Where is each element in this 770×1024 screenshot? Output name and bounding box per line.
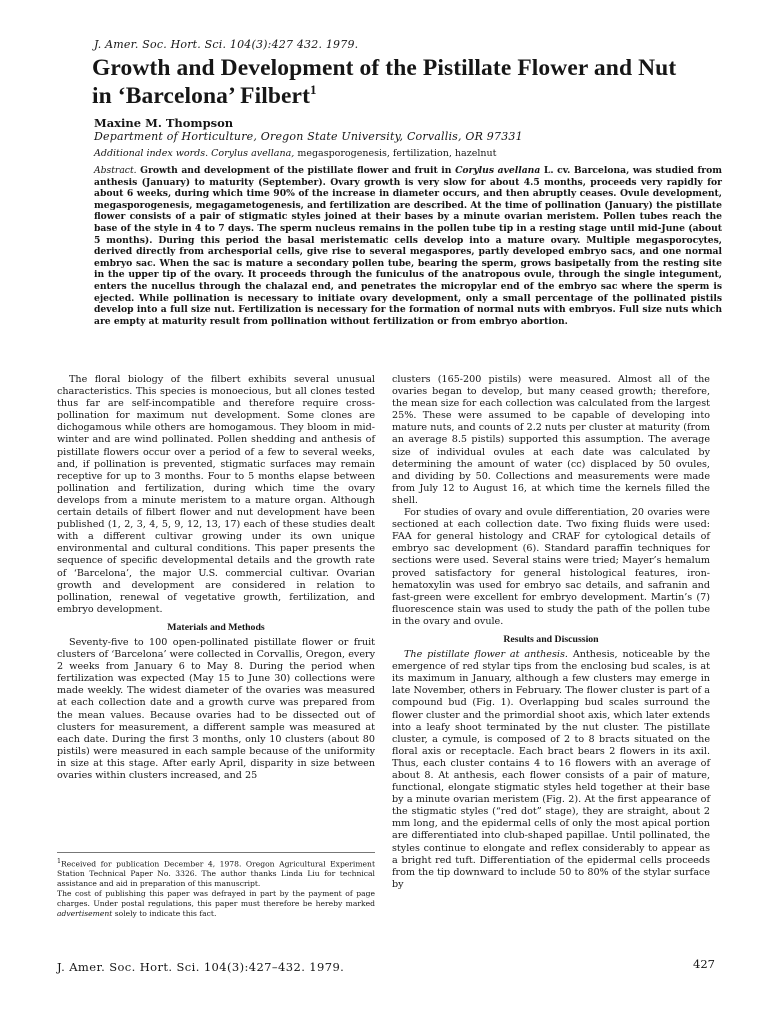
footnote-1 (57, 857, 375, 888)
abstract-text-start: Growth and development of the pistillate flower and fruit in (140, 165, 452, 176)
title-line-1: Growth and Development of the Pistillate Flower and Nut (92, 55, 677, 81)
methods-heading: Materials and Methods (167, 621, 265, 633)
footnote-2-italic: advertisement (57, 908, 113, 918)
footnotes (57, 852, 375, 919)
keywords-list: megasporogenesis, fertilization, hazelnut (297, 148, 497, 159)
footer-journal-citation: J. Amer. Soc. Hort. Sci. 104(3):427–432. 1979. (57, 960, 345, 974)
methods-paragraph-3: For studies of ovary and ovule differentiation, 20 ovaries were sectioned at each collection date. Two fixing fluids were used: FAA for general histology and CRAF for cytological details of embryo sac development (6). Standard paraffin techniques for sections were used. Several stains were tried; Mayer’s hemalum proved satisfactory for general histological features, iron-hematoxylin was used for embryo sac details, and safranin and fast-green were excellent for embryo development. Martin’s (7) fluorescence stain was used to study the path of the pollen tube in the ovary and ovule. (392, 507, 710, 627)
results-paragraph-1-text: Anthesis, noticeable by the emergence of red stylar tips from the enclosing bud scales, is at its maximum in January, although a few clusters may emerge in late November, others in February. The flower cluster is part of a compound bud (Fig. 1). Overlapping bud scales surround the flower cluster and the primordial shoot axis, which later extends into a leafy shoot terminated by the nut cluster. The pistillate cluster, a cymule, is composed of 2 to 8 bracts situated on the floral axis or receptacle. Each bract bears 2 flowers in its axil. Thus, each cluster contains 4 to 16 flowers with an average of about 8. At anthesis, each flower consists of a pair of mature, functional, elongate stigmatic styles held together at their base by a minute ovarian meristem (Fig. 2). At the first appearance of the stigmatic styles (“red dot” stage), they are straight, about 2 mm long, and the epidermal cells of only the most apical portion are differentiated into club-shaped papillae. Until pollinated, the styles continue to elongate and reflex considerably to appear as a bright red tuft. Differentiation of the epidermal cells proceeds from the tip downward to include 50 to 80% of the stylar surface by (392, 649, 711, 890)
footnote-1-mark: 1 (57, 858, 62, 865)
title-line-2: in ‘Barcelona’ Filbert (92, 83, 311, 109)
left-column (57, 374, 375, 782)
keywords-line (94, 148, 496, 159)
footnote-1-text: Received for publication December 4, 1978. Oregon Agricultural Experiment Station Technical Paper No. 3326. The author thanks Linda Liu for technical assistance and aid in preparation of this manuscript. (57, 859, 375, 888)
journal-citation: J. Amer. Soc. Hort. Sci. 104(3):427 432. 1979. (94, 38, 359, 51)
methods-paragraph-1: Seventy-five to 100 open-pollinated pistillate flower or fruit clusters of ‘Barcelona’ were collected in Corvallis, Oregon, every 2 weeks from January 6 to May 8. During the period when fertilization was expected (May 15 to June 30) collections were made weekly. The widest diameter of the ovaries was measured at each collection date and a growth curve was prepared from the mean values. Because ovaries had to be dissected out of clusters for measurement, a different sample was measured at each date. During the first 3 months, only 10 clusters (about 80 pistils) were measured in each sample because of the uniformity in size at this stage. After early April, disparity in size between ovaries within clusters increased, and 25 (57, 636, 375, 781)
abstract-text-rest: L. cv. Barcelona, was studied from anthesis (January) to maturity (September). Ovary growth is very slow for about 4.5 months, proceeds very rapidly for about 6 weeks, during which time 90% of the increase in diameter occurs, and then abruptly ceases. Ovule development, megasporogenesis, megagametogenesis, and fertilization are described. At the time of pollination (January) the pistillate flower consists of a pair of stigmatic styles joined at their bases by a minute ovarian meristem. Pollen tubes reach the base of the style in 4 to 7 days. The sperm nucleus remains in the pollen tube tip in a resting stage until mid-June (about 5 months). During this period the basal meristematic cells develop into a mature ovary. Multiple megasporocytes, derived directly from archesporial cells, give rise to several megaspores, partly developed embryo sacs, and one normal embryo sac. When the sac is mature a secondary pollen tube, bearing the sperm, grows basipetally from the resting site in the upper tip of the ovary. It proceeds through the funiculus of the anatropous ovule, through the single integument, enters the nucellus through the chalazal end, and penetrates the micropylar end of the embryo sac where the sperm is ejected. While pollination is necessary to initiate ovary development, only a small percentage of the pollinated pistils develop into a full size nut. Fertilization is necessary for the formation of normal nuts with embryos. Full size nuts which are empty at maturity result from pollination without fertilization or from embryo abortion. (94, 165, 722, 327)
abstract-species: Corylus avellana (455, 165, 541, 176)
abstract (94, 165, 722, 327)
article-title (92, 54, 702, 110)
results-heading: Results and Discussion (503, 633, 599, 645)
intro-paragraph: The floral biology of the filbert exhibits several unusual characteristics. This species is monoecious, but all clones tested thus far are self-incompatible and therefore require cross-pollination for maximum nut development. Some clones are dichogamous while others are homogamous. They bloom in mid-winter and are wind pollinated. Pollen shedding and anthesis of pistillate flowers occur over a period of a few to several weeks, and, if pollination is prevented, stigmatic surfaces may remain receptive for up to 3 months. Four to 5 months elapse between pollination and fertilization, during which time the ovary develops from a minute meristem to a mature organ. Although certain details of filbert flower and nut development have been published (1, 2, 3, 4, 5, 9, 12, 13, 17) each of these studies dealt with a different cultivar growing under its own unique environmental and cultural conditions. This paper presents the sequence of specific developmental details and the growth rate of ‘Barcelona’, the major U.S. commercial cultivar. Ovarian growth and development are considered in relation to pollination, renewal of vegetative growth, fertilization, and embryo development. (57, 374, 375, 615)
right-column (392, 374, 710, 891)
author-affiliation: Department of Horticulture, Oregon State University, Corvallis, OR 97331 (94, 130, 523, 143)
keywords-species: Corylus avellana, (211, 148, 295, 159)
results-paragraph-1 (392, 649, 710, 891)
footnote-2-end: solely to indicate this fact. (114, 908, 217, 918)
results-subheading: The pistillate flower at anthesis. (404, 649, 568, 661)
title-footnote-mark: 1 (310, 82, 317, 98)
footnote-2 (57, 889, 375, 918)
keywords-label: Additional index words. (94, 148, 209, 159)
page-number: 427 (693, 957, 715, 971)
author-name: Maxine M. Thompson (94, 116, 234, 130)
methods-paragraph-2: clusters (165-200 pistils) were measured. Almost all of the ovaries began to develop, but many ceased growth; therefore, the mean size for each collection was calculated from the largest 25%. These were assumed to be capable of developing into mature nuts, and counts of 2.2 nuts per cluster at maturity (from an average 8.5 pistils) supported this assumption. The average size of individual ovules at each date was calculated by determining the amount of water (cc) displaced by 50 ovules, and dividing by 50. Collections and measurements were made from July 12 to August 16, at which time the kernels filled the shell. (392, 374, 710, 506)
abstract-label: Abstract. (94, 165, 137, 176)
footnote-2-text: The cost of publishing this paper was defrayed in part by the payment of page charges. Under postal regulations, this paper must therefore be hereby marked (57, 889, 375, 908)
